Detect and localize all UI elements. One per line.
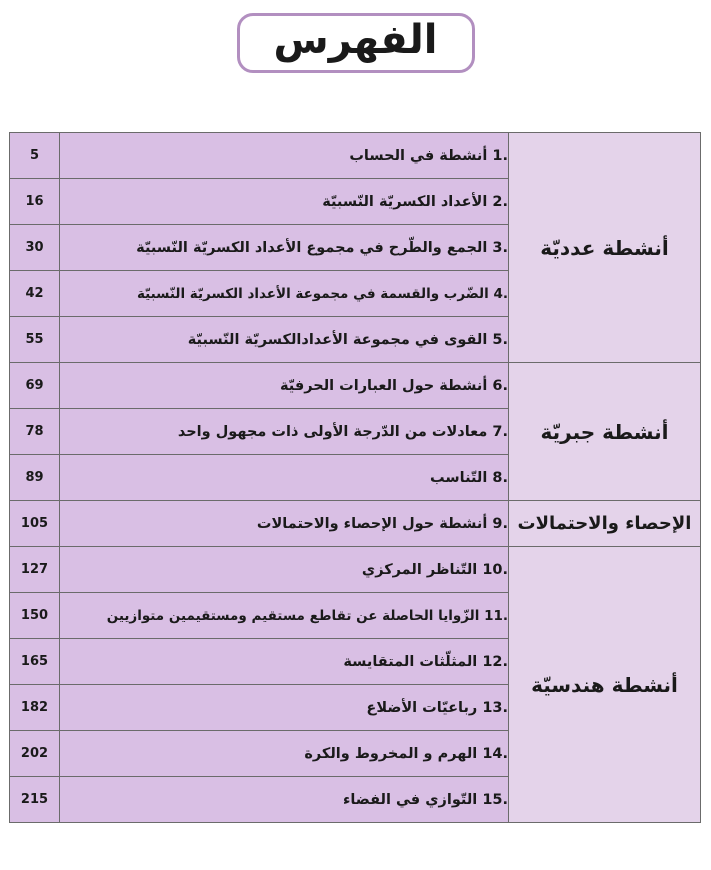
entry-title-cell bbox=[60, 225, 509, 271]
entry-title-cell bbox=[60, 593, 509, 639]
entry-title-cell bbox=[60, 547, 509, 593]
entry-title: الجمع والطّرح في مجموع الأعداد الكسريّة النّسبيّة bbox=[136, 239, 488, 256]
entry-title-cell bbox=[60, 639, 509, 685]
entry-title: التّناسب bbox=[430, 469, 488, 486]
entry-page-cell: 42 bbox=[10, 271, 60, 317]
entry-title: الهرم و المخروط والكرة bbox=[304, 745, 478, 762]
entry-index: 9. bbox=[492, 515, 508, 532]
entry-title-cell bbox=[60, 409, 509, 455]
page-title-banner bbox=[0, 0, 711, 78]
group-label-cell: الإحصاء والاحتمالات bbox=[509, 501, 701, 547]
entry-title-cell bbox=[60, 777, 509, 823]
table-row bbox=[10, 501, 701, 547]
toc-table bbox=[9, 132, 701, 823]
entry-index: 13. bbox=[482, 699, 508, 716]
entry-title-cell bbox=[60, 685, 509, 731]
entry-title: معادلات من الدّرجة الأولى ذات مجهول واحد bbox=[177, 423, 488, 440]
table-row bbox=[10, 363, 701, 409]
entry-page-cell: 16 bbox=[10, 179, 60, 225]
entry-title-cell bbox=[60, 501, 509, 547]
entry-index: 6. bbox=[492, 377, 508, 394]
entry-title: المثلّثات المتقايسة bbox=[343, 653, 478, 670]
entry-page-cell: 165 bbox=[10, 639, 60, 685]
entry-title: أنشطة في الحساب bbox=[349, 147, 488, 164]
entry-page-cell: 5 bbox=[10, 133, 60, 179]
entry-title: أنشطة حول العبارات الحرفيّة bbox=[280, 377, 488, 394]
entry-page-cell: 202 bbox=[10, 731, 60, 777]
group-label-cell: أنشطة عدديّة bbox=[509, 133, 701, 363]
entry-page-cell: 150 bbox=[10, 593, 60, 639]
entry-title-cell bbox=[60, 363, 509, 409]
entry-index: 7. bbox=[492, 423, 508, 440]
entry-index: 3. bbox=[492, 239, 508, 256]
entry-index: 1. bbox=[492, 147, 508, 164]
entry-title: القوى في مجموعة الأعدادالكسريّة النّسبيّة bbox=[187, 331, 488, 348]
table-row bbox=[10, 133, 701, 179]
entry-page-cell: 69 bbox=[10, 363, 60, 409]
title-box bbox=[237, 13, 475, 73]
entry-title-cell bbox=[60, 317, 509, 363]
entry-index: 10. bbox=[482, 561, 508, 578]
entry-page-cell: 89 bbox=[10, 455, 60, 501]
entry-title: الأعداد الكسريّة النّسبيّة bbox=[322, 193, 488, 210]
group-label-cell: أنشطة هندسيّة bbox=[509, 547, 701, 823]
entry-title-cell bbox=[60, 731, 509, 777]
entry-page-cell: 78 bbox=[10, 409, 60, 455]
entry-title: الزّوايا الحاصلة عن تقاطع مستقيم ومستقيمين متوازيين bbox=[106, 607, 480, 624]
entry-index: 15. bbox=[482, 791, 508, 808]
entry-page-cell: 30 bbox=[10, 225, 60, 271]
entry-index: 14. bbox=[482, 745, 508, 762]
entry-index: 5. bbox=[492, 331, 508, 348]
entry-title: الضّرب والقسمة في مجموعة الأعداد الكسريّة النّسبيّة bbox=[136, 285, 489, 302]
entry-page-cell: 215 bbox=[10, 777, 60, 823]
entry-title-cell bbox=[60, 179, 509, 225]
entry-index: 12. bbox=[482, 653, 508, 670]
page-title: الفهرس bbox=[273, 17, 438, 63]
entry-page-cell: 127 bbox=[10, 547, 60, 593]
table-row bbox=[10, 547, 701, 593]
entry-title-cell bbox=[60, 455, 509, 501]
entry-title-cell bbox=[60, 133, 509, 179]
entry-title: التّناظر المركزي bbox=[361, 561, 478, 578]
entry-index: 8. bbox=[492, 469, 508, 486]
entry-index: 11. bbox=[484, 607, 508, 624]
entry-page-cell: 55 bbox=[10, 317, 60, 363]
entry-index: 4. bbox=[493, 285, 508, 302]
entry-page-cell: 182 bbox=[10, 685, 60, 731]
entry-title: أنشطة حول الإحصاء والاحتمالات bbox=[256, 515, 488, 532]
entry-title: التّوازي في الفضاء bbox=[342, 791, 478, 808]
entry-title: رباعيّات الأضلاع bbox=[366, 699, 478, 716]
toc-table-body bbox=[10, 133, 701, 823]
entry-page-cell: 105 bbox=[10, 501, 60, 547]
entry-index: 2. bbox=[492, 193, 508, 210]
entry-title-cell bbox=[60, 271, 509, 317]
group-label-cell: أنشطة جبريّة bbox=[509, 363, 701, 501]
table-of-contents bbox=[10, 132, 701, 823]
